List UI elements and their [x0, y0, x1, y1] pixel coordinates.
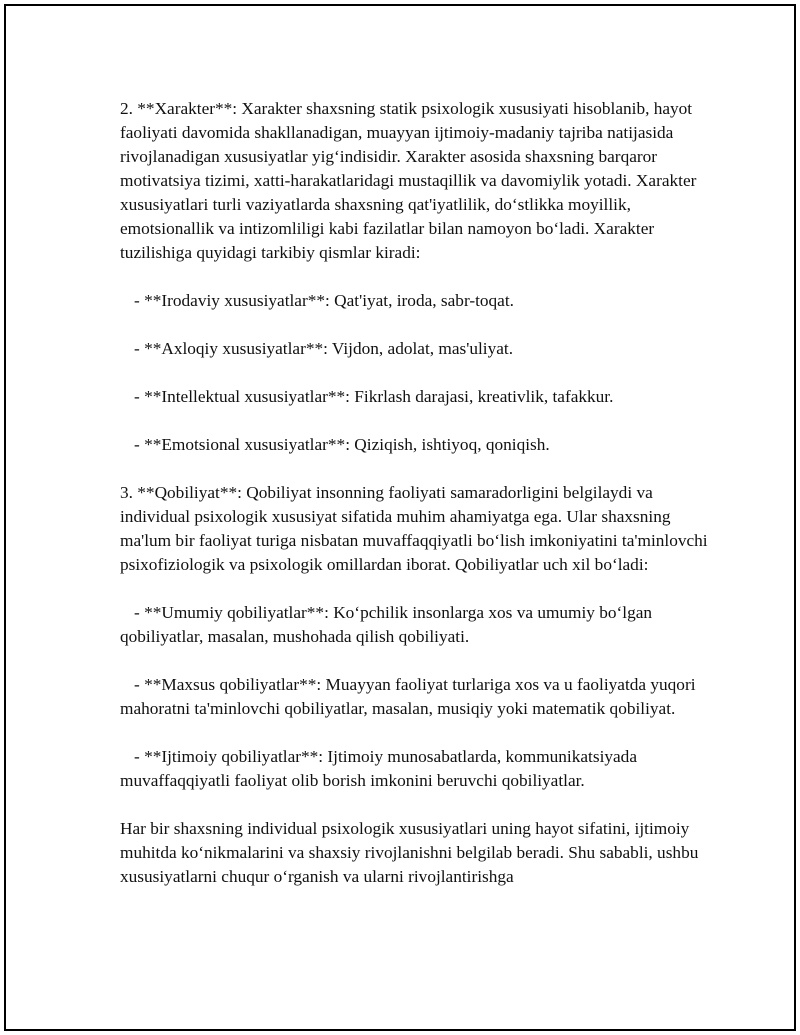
list-item-axloqiy: - **Axloqiy xususiyatlar**: Vijdon, adolat, mas'uliyat.: [134, 339, 514, 358]
list-item-umumiy: - **Umumiy qobiliyatlar**: Ko‘pchilik insonlarga xos va umumiy bo‘lgan qobiliyatlar, masalan, mushohada qilish qobiliyati.: [120, 603, 657, 646]
document-page: [4, 4, 796, 1031]
paragraph-closing: Har bir shaxsning individual psixologik xususiyatlari uning hayot sifatini, ijtimoiy muhitda ko‘nikmalarini va shaxsiy rivojlanishni belgilab beradi. Shu sababli, ushbu xususiyatlarni chuqur o‘rganish va ularni rivojlantirishga: [120, 819, 703, 886]
list-item-ijtimoiy: - **Ijtimoiy qobiliyatlar**: Ijtimoiy munosabatlarda, kommunikatsiyada muvaffaqqiyatli faoliyat olib borish imkonini beruvchi qobiliyatlar.: [120, 747, 642, 790]
list-item-emotsional: - **Emotsional xususiyatlar**: Qiziqish, ishtiyoq, qoniqish.: [134, 435, 550, 454]
document-body: [120, 97, 710, 889]
paragraph-xarakter: 2. **Xarakter**: Xarakter shaxsning statik psixologik xususiyati hisoblanib, hayot faoliyati davomida shakllanadigan, muayyan ijtimoiy-madaniy tajriba natijasida rivojlanadigan xususiyatlar yig‘indisidir. Xarakter asosida shaxsning barqaror motivatsiya tizimi, xatti-harakatlaridagi mustaqillik va davomiylik yotadi. Xarakter xususiyatlari turli vaziyatlarda shaxsning qat'iyatlilik, do‘stlikka moyillik, emotsionallik va intizomliligi kabi fazilatlar bilan namoyon bo‘ladi. Xarakter tuzilishiga quyidagi tarkibiy qismlar kiradi:: [120, 99, 701, 262]
list-item-intellektual: - **Intellektual xususiyatlar**: Fikrlash darajasi, kreativlik, tafakkur.: [134, 387, 614, 406]
list-item-maxsus: - **Maxsus qobiliyatlar**: Muayyan faoliyat turlariga xos va u faoliyatda yuqori mahoratni ta'minlovchi qobiliyatlar, masalan, musiqiy yoki matematik qobiliyat.: [120, 675, 700, 718]
list-item-irodaviy: - **Irodaviy xususiyatlar**: Qat'iyat, iroda, sabr-toqat.: [134, 291, 514, 310]
paragraph-qobiliyat: 3. **Qobiliyat**: Qobiliyat insonning faoliyati samaradorligini belgilaydi va individual psixologik xususiyat sifatida muhim ahamiyatga ega. Ular shaxsning ma'lum bir faoliyat turiga nisbatan muvaffaqqiyatli bo‘lish imkoniyatini ta'minlovchi psixofiziologik va psixologik omillardan iborat. Qobiliyatlar uch xil bo‘ladi:: [120, 483, 712, 574]
